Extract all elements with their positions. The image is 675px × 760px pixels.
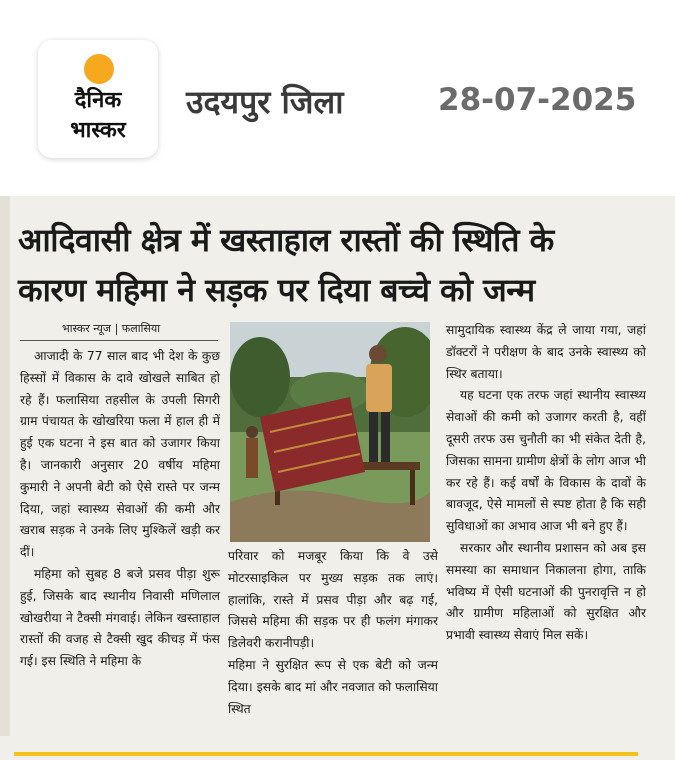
paragraph: महिमा को सुबह 8 बजे प्रसव पीड़ा शुरू हुई, जिसके बाद स्थानीय निवासी मणिलाल खोखरीया ने टैक्सी मंगवाई। लेकिन खस्ताहाल रास्तों की वजह से टैक्सी खुद कीचड़ में फंस गई। इस स्थिति ने महिमा के	[20, 566, 220, 669]
article-column-1	[20, 346, 220, 673]
article-column-2	[228, 546, 438, 720]
bottom-accent-bar	[14, 752, 638, 756]
paragraph: महिमा ने सुरक्षित रूप से एक बेटी को जन्म दिया। इसके बाद मां और नवजात को फलासिया स्थित	[228, 657, 438, 716]
paragraph: यह घटना एक तरफ जहां स्थानीय स्वास्थ्य सेवाओं की कमी को उजागर करती है, वहीं दूसरी तरफ उस चुनौती का भी संकेत देती है, जिसका सामना ग्रामीण क्षेत्रों के लोग आज भी कर रहे हैं। कई वर्षों के विकास के दावों के बावजूद, ऐसे मामलों से स्पष्ट होता है कि सही सुविधाओं का अभाव आज भी बने हुए हैं।	[446, 388, 646, 534]
district-title: उदयपुर जिला	[186, 83, 344, 121]
paragraph: आजादी के 77 साल बाद भी देश के कुछ हिस्सों में विकास के दावे खोखले साबित हो रहे हैं। फलासिया तहसील के उपली सिगरी ग्राम पंचायत के खोखरिया फला में हाल ही में हुई एक घटना ने इस बात को उजागर किया है। जानकारी अनुसार 20 वर्षीय महिमा कुमारी ने अपनी बेटी को ऐसे रास्ते पर जन्म दिया, जहां स्वास्थ्य सेवाओं की कमी और खराब सड़क ने उनके लिए मुश्किलें खड़ी कर दीं।	[20, 349, 220, 560]
headline-line-2: कारण महिमा ने सड़क पर दिया बच्चे को जन्म	[18, 271, 535, 309]
newspaper-logo	[38, 40, 158, 158]
byline-divider	[20, 340, 218, 341]
logo-text-line1: दैनिक	[74, 87, 122, 113]
sun-icon	[84, 54, 114, 84]
paragraph: परिवार को मजबूर किया कि वे उसे मोटरसाइकिल पर मुख्य सड़क तक लाएं। हालांकि, रास्ते में प्रसव पीड़ा और बढ़ गई, जिससे महिमा की सड़क पर ही फलंग मंगाकर डिलेवरी करानीपड़ी।	[228, 549, 438, 651]
photo-illustration	[230, 322, 430, 542]
paragraph: सरकार और स्थानीय प्रशासन को अब इस समस्या का समाधान निकालना होगा, ताकि भविष्य में ऐसी घटनाओं की पुनरावृत्ति न हो और ग्रामीण महिलाओं को सुरक्षित और प्रभावी स्वास्थ्य सेवाएं मिल सकें।	[446, 540, 646, 643]
paragraph: सामुदायिक स्वास्थ्य केंद्र ले जाया गया, जहां डॉक्टरों ने परीक्षण के बाद उनके स्वास्थ्य को स्थिर बताया।	[446, 323, 646, 381]
publication-date: 28-07-2025	[438, 82, 637, 118]
article-column-3	[446, 320, 646, 647]
byline: भास्कर न्यूज | फलासिया	[62, 322, 161, 335]
clipping-left-edge	[0, 196, 10, 736]
logo-text-line2: भास्कर	[70, 117, 126, 143]
news-photo	[230, 322, 430, 542]
headline-line-1: आदिवासी क्षेत्र में खस्ताहाल रास्तों की स्थिति के	[18, 221, 554, 259]
